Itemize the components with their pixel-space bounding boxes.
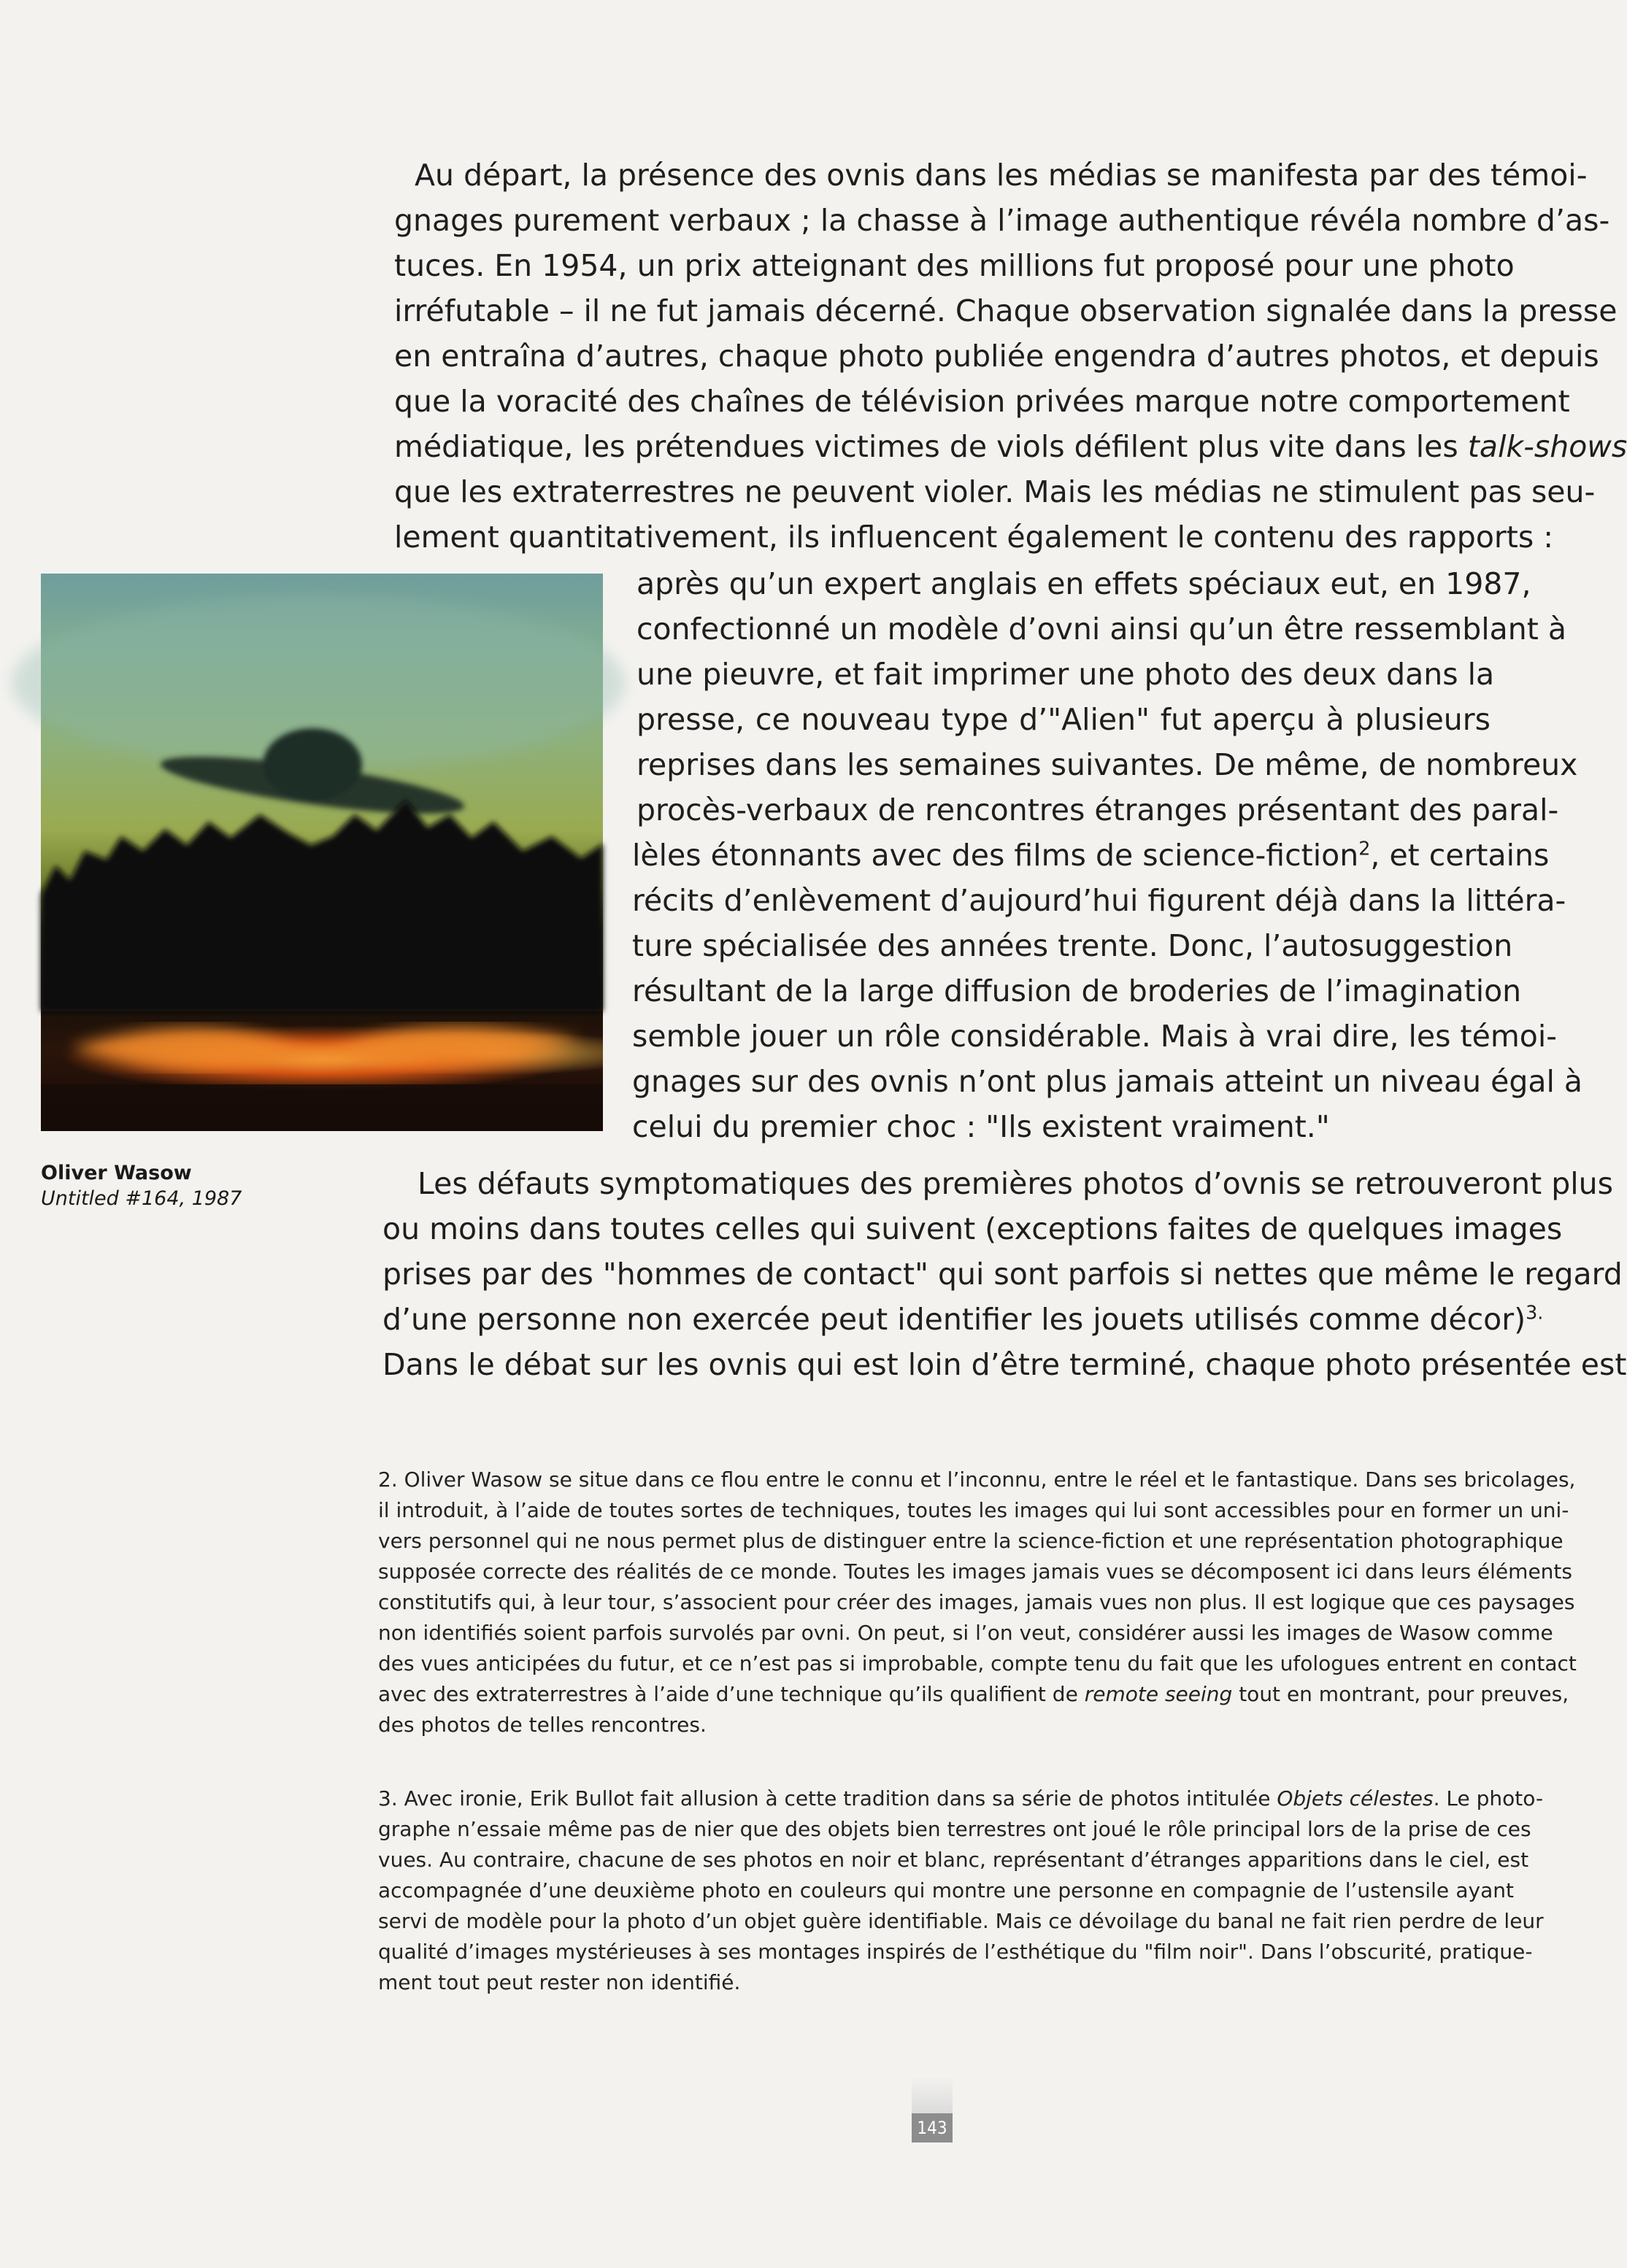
text-segment: tout en montrant, pour preuves,	[1239, 1682, 1569, 1706]
text-line: gnages purement verbaux ; la chasse à l’image authentique révéla nombre d’as-	[394, 203, 1610, 238]
text-segment: avec des extraterrestres à l’aide d’une technique qu’ils qualifient de	[378, 1682, 1078, 1706]
text-line: après qu’un expert anglais en effets spéciaux eut, en 1987,	[636, 566, 1531, 601]
text-line: ture spécialisée des années trente. Donc, l’autosuggestion	[632, 928, 1513, 963]
text-line: Les défauts symptomatiques des premières photos d’ovnis se retrouveront plus	[418, 1166, 1613, 1201]
text-line: ou moins dans toutes celles qui suivent (exceptions faites de quelques images	[382, 1211, 1563, 1246]
italic-term: remote seeing	[1084, 1682, 1233, 1706]
text-line: Dans le débat sur les ovnis qui est loin d’être terminé, chaque photo présentée est	[382, 1347, 1627, 1382]
text-line: celui du premier choc : "Ils existent vraiment."	[632, 1109, 1330, 1144]
horizon-glow	[70, 1026, 581, 1069]
footnote-line: constitutifs qui, à leur tour, s’associent pour créer des images, jamais vues non plus. Il est logique que ces paysages	[378, 1590, 1575, 1614]
caption-title: Untitled #164, 1987	[41, 1187, 242, 1210]
text-line: lement quantitativement, ils influencent également le contenu des rapports :	[394, 520, 1554, 555]
italic-term: talk-shows	[1467, 429, 1627, 464]
text-segment: lèles étonnants avec des films de science-fiction	[632, 838, 1359, 873]
footnote-line: des vues anticipées du futur, et ce n’est pas si improbable, compte tenu du fait que les ufologues entrent en contact	[378, 1651, 1577, 1675]
text-line	[632, 833, 1550, 877]
footnote-line: supposée correcte des réalités de ce monde. Toutes les images jamais vues se décomposent ici dans leurs éléments	[378, 1559, 1572, 1584]
text-segment: 3. Avec ironie, Erik Bullot fait allusion à cette tradition dans sa série de photos intitulée	[378, 1786, 1271, 1810]
footnote-line: des photos de telles rencontres.	[378, 1713, 707, 1737]
footnote-ref: 3.	[1526, 1301, 1544, 1324]
text-line: presse, ce nouveau type d’"Alien" fut aperçu à plusieurs	[636, 702, 1491, 737]
footnote-line: il introduit, à l’aide de toutes sortes de techniques, toutes les images qui lui sont accessibles pour en former un uni-	[378, 1498, 1569, 1522]
footnote-line: qualité d’images mystérieuses à ses montages inspirés de l’esthétique du "film noir". Dans l’obscurité, pratique-	[378, 1940, 1533, 1964]
text-line: confectionné un modèle d’ovni ainsi qu’un être ressemblant à	[636, 612, 1567, 647]
text-line: une pieuvre, et fait imprimer une photo des deux dans la	[636, 657, 1495, 692]
footnote-line: graphe n’essaie même pas de nier que des objets bien terrestres ont joué le rôle principal lors de la prise de ces	[378, 1817, 1531, 1841]
text-segment: d’une personne non exercée peut identifier les jouets utilisés comme décor)	[382, 1302, 1526, 1337]
footnote-line: vues. Au contraire, chacune de ses photos en noir et blanc, représentant d’étranges apparitions dans le ciel, est	[378, 1848, 1529, 1872]
text-line: gnages sur des ovnis n’ont plus jamais atteint un niveau égal à	[632, 1064, 1583, 1099]
text-line	[394, 425, 1627, 468]
text-line: prises par des "hommes de contact" qui sont parfois si nettes que même le regard	[382, 1257, 1623, 1292]
text-line: que les extraterrestres ne peuvent violer. Mais les médias ne stimulent pas seu-	[394, 474, 1596, 509]
footnote-line: 2. Oliver Wasow se situe dans ce flou entre le connu et l’inconnu, entre le réel et le fantastique. Dans ses bricolages,	[378, 1467, 1576, 1492]
footnote-line: vers personnel qui ne nous permet plus de distinguer entre la science-fiction et une représentation photographique	[378, 1529, 1563, 1553]
text-line: récits d’enlèvement d’aujourd’hui figurent déjà dans la littéra-	[632, 883, 1566, 918]
caption-credit: Oliver Wasow	[41, 1162, 192, 1184]
text-segment: médiatique, les prétendues victimes de viols défilent plus vite dans les	[394, 429, 1458, 464]
text-line: procès-verbaux de rencontres étranges présentant des paral-	[636, 792, 1559, 828]
page-number: 143	[912, 2113, 953, 2142]
page-number-tab	[912, 2077, 953, 2113]
photo-artwork	[41, 574, 603, 1131]
text-line: irréfutable – il ne fut jamais décerné. Chaque observation signalée dans la presse	[394, 293, 1618, 328]
text-line	[382, 1297, 1544, 1341]
text-line: reprises dans les semaines suivantes. De même, de nombreux	[636, 747, 1578, 782]
ufo-photo	[41, 574, 603, 1131]
footnote-ref: 2	[1358, 837, 1371, 860]
text-line: que la voracité des chaînes de télévision privées marque notre comportement	[394, 384, 1570, 419]
photo-caption	[41, 1160, 242, 1211]
text-line: tuces. En 1954, un prix atteignant des millions fut proposé pour une photo	[394, 248, 1515, 283]
footnote-line: non identifiés soient parfois survolés par ovni. On peut, si l’on veut, considérer aussi les images de Wasow comme	[378, 1621, 1553, 1645]
footnote-line: ment tout peut rester non identifié.	[378, 1970, 741, 1994]
text-line: Au départ, la présence des ovnis dans les médias se manifesta par des témoi-	[415, 158, 1588, 193]
footnote-line: servi de modèle pour la photo d’un objet guère identifiable. Mais ce dévoilage du banal ne fait rien perdre de leur	[378, 1909, 1544, 1933]
footnote-line	[378, 1679, 1569, 1710]
text-line: résultant de la large diffusion de broderies de l’imagination	[632, 973, 1522, 1008]
text-segment: , et certains	[1370, 838, 1550, 873]
text-line: en entraîna d’autres, chaque photo publiée engendra d’autres photos, et depuis	[394, 339, 1599, 374]
footnote-line	[378, 1783, 1544, 1814]
italic-term: Objets célestes	[1277, 1786, 1434, 1810]
text-segment: . Le photo-	[1433, 1786, 1544, 1810]
treeline	[41, 800, 603, 1011]
footnote-line: accompagnée d’une deuxième photo en couleurs qui montre une personne en compagnie de l’ustensile ayant	[378, 1878, 1514, 1902]
text-line: semble jouer un rôle considérable. Mais à vrai dire, les témoi-	[632, 1019, 1558, 1054]
